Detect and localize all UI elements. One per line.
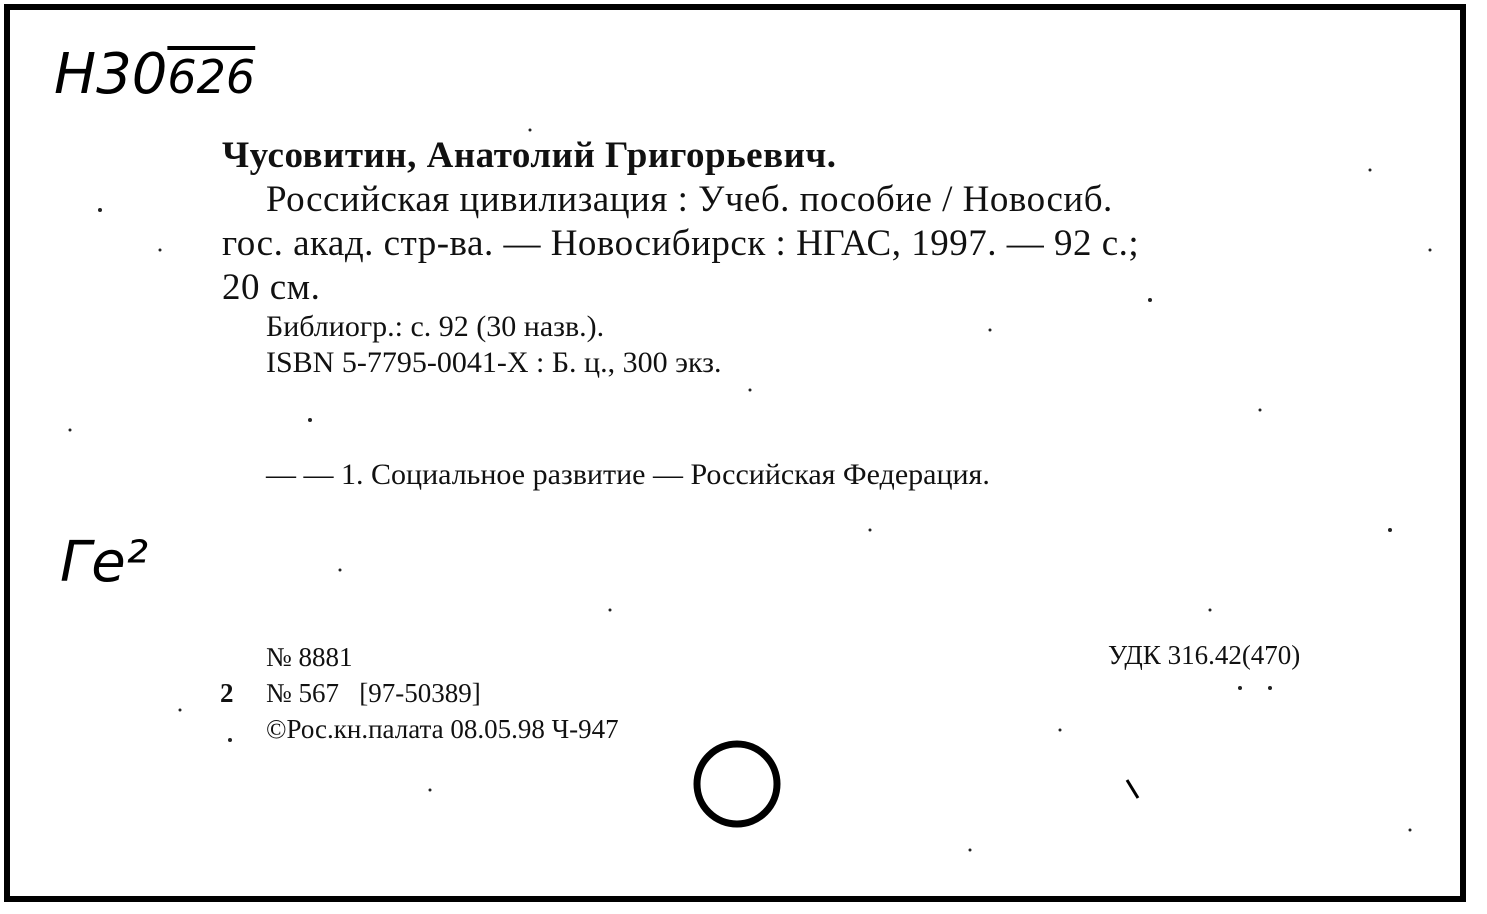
title-line-3: 20 см. (222, 267, 321, 308)
author-heading: Чусовитин, Анатолий Григорьевич. (222, 135, 837, 176)
inventory-number-handwritten (54, 42, 255, 107)
row-marker: 2 (220, 678, 234, 708)
title-line-1: Российская цивилизация : Учеб. пособие / Новосиб. (266, 179, 1113, 220)
number-2: № 567 [97-50389] (266, 678, 481, 708)
catalog-card (4, 4, 1466, 902)
title-line-2: гос. акад. стр-ва. — Новосибирск : НГАС, 1997. — 92 с.; (222, 223, 1140, 264)
copyright-line: ©Рос.кн.палата 08.05.98 Ч-947 (266, 714, 619, 744)
inventory-suffix: 626 (167, 50, 256, 104)
udk-code: УДК 316.42(470) (1108, 640, 1301, 670)
number-1: № 8881 (266, 642, 353, 672)
shelf-mark-handwritten: Ге² (60, 530, 149, 595)
bibliography-note: Библиогр.: с. 92 (30 назв.). (266, 310, 605, 343)
punch-hole (697, 744, 777, 824)
subject-heading: — — 1. Социальное развитие — Российская Федерация. (266, 458, 990, 491)
scratch-mark (1127, 780, 1138, 798)
inventory-prefix: Н30 (54, 42, 168, 107)
isbn-line: ISBN 5-7795-0041-X : Б. ц., 300 экз. (266, 346, 722, 379)
